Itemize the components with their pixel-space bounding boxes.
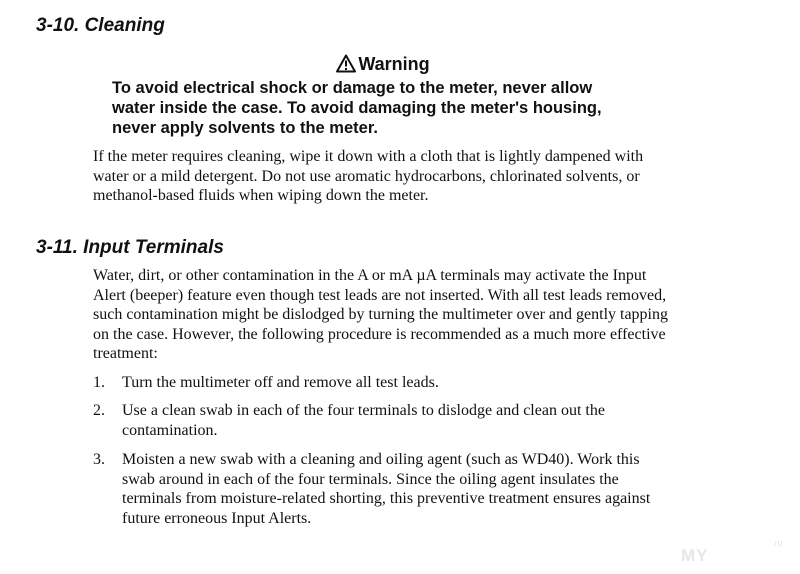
paragraph-line: If the meter requires cleaning, wipe it down with a cloth that is lightly dampened with — [93, 148, 644, 165]
cleaning-paragraph — [93, 147, 763, 206]
paragraph-line: on the case. However, the following procedure is recommended as a much more effective — [93, 325, 666, 343]
paragraph-line: methanol-based fluids when wiping down the meter. — [93, 187, 429, 204]
step-line: Turn the multimeter off and remove all test leads. — [122, 374, 439, 391]
step-number: 2. — [93, 402, 105, 419]
paragraph-line: water or a mild detergent. Do not use aromatic hydrocarbons, chlorinated solvents, or — [93, 167, 640, 185]
paragraph-line: such contamination might be dislodged by turning the multimeter over and gently tapping — [93, 306, 668, 323]
step-line: contamination. — [122, 421, 218, 439]
step-line: Moisten a new swab with a cleaning and oiling agent (such as WD40). Work this — [122, 451, 640, 468]
warning-title — [0, 52, 766, 79]
warning-line: never apply solvents to the meter. — [112, 119, 378, 137]
warning-line: To avoid electrical shock or damage to the meter, never allow — [112, 79, 593, 97]
step-line: terminals from moisture-related shorting, this preventive treatment ensures against — [122, 490, 651, 507]
watermark-suffix: .ru — [772, 538, 783, 548]
watermark: MY — [681, 546, 709, 565]
step-text — [122, 373, 439, 393]
step-line: future erroneous Input Alerts. — [122, 509, 312, 527]
step-number: 3. — [93, 451, 105, 468]
paragraph-line: Alert (beeper) feature even though test leads are not inserted. With all test leads removed, — [93, 286, 667, 304]
section-heading-input-terminals: 3-11. Input Terminals — [36, 237, 224, 258]
step-number: 1. — [93, 374, 105, 391]
paragraph-line: Water, dirt, or other contamination in the A or mA µA terminals may activate the Input — [93, 267, 647, 284]
input-terminals-paragraph — [93, 266, 763, 364]
step-text — [122, 450, 650, 528]
warning-text — [112, 78, 672, 138]
step-line: Use a clean swab in each of the four terminals to dislodge and clean out the — [122, 402, 605, 419]
paragraph-line: treatment: — [93, 345, 158, 362]
warning-title-text: Warning — [358, 54, 430, 74]
warning-line: water inside the case. To avoid damaging the meter's housing, — [112, 99, 602, 117]
step-text — [122, 401, 605, 440]
section-heading-cleaning: 3-10. Cleaning — [36, 15, 165, 36]
step-line: swab around in each of the four terminals. Since the oiling agent insulates the — [122, 470, 619, 488]
warning-triangle-icon — [336, 54, 356, 79]
